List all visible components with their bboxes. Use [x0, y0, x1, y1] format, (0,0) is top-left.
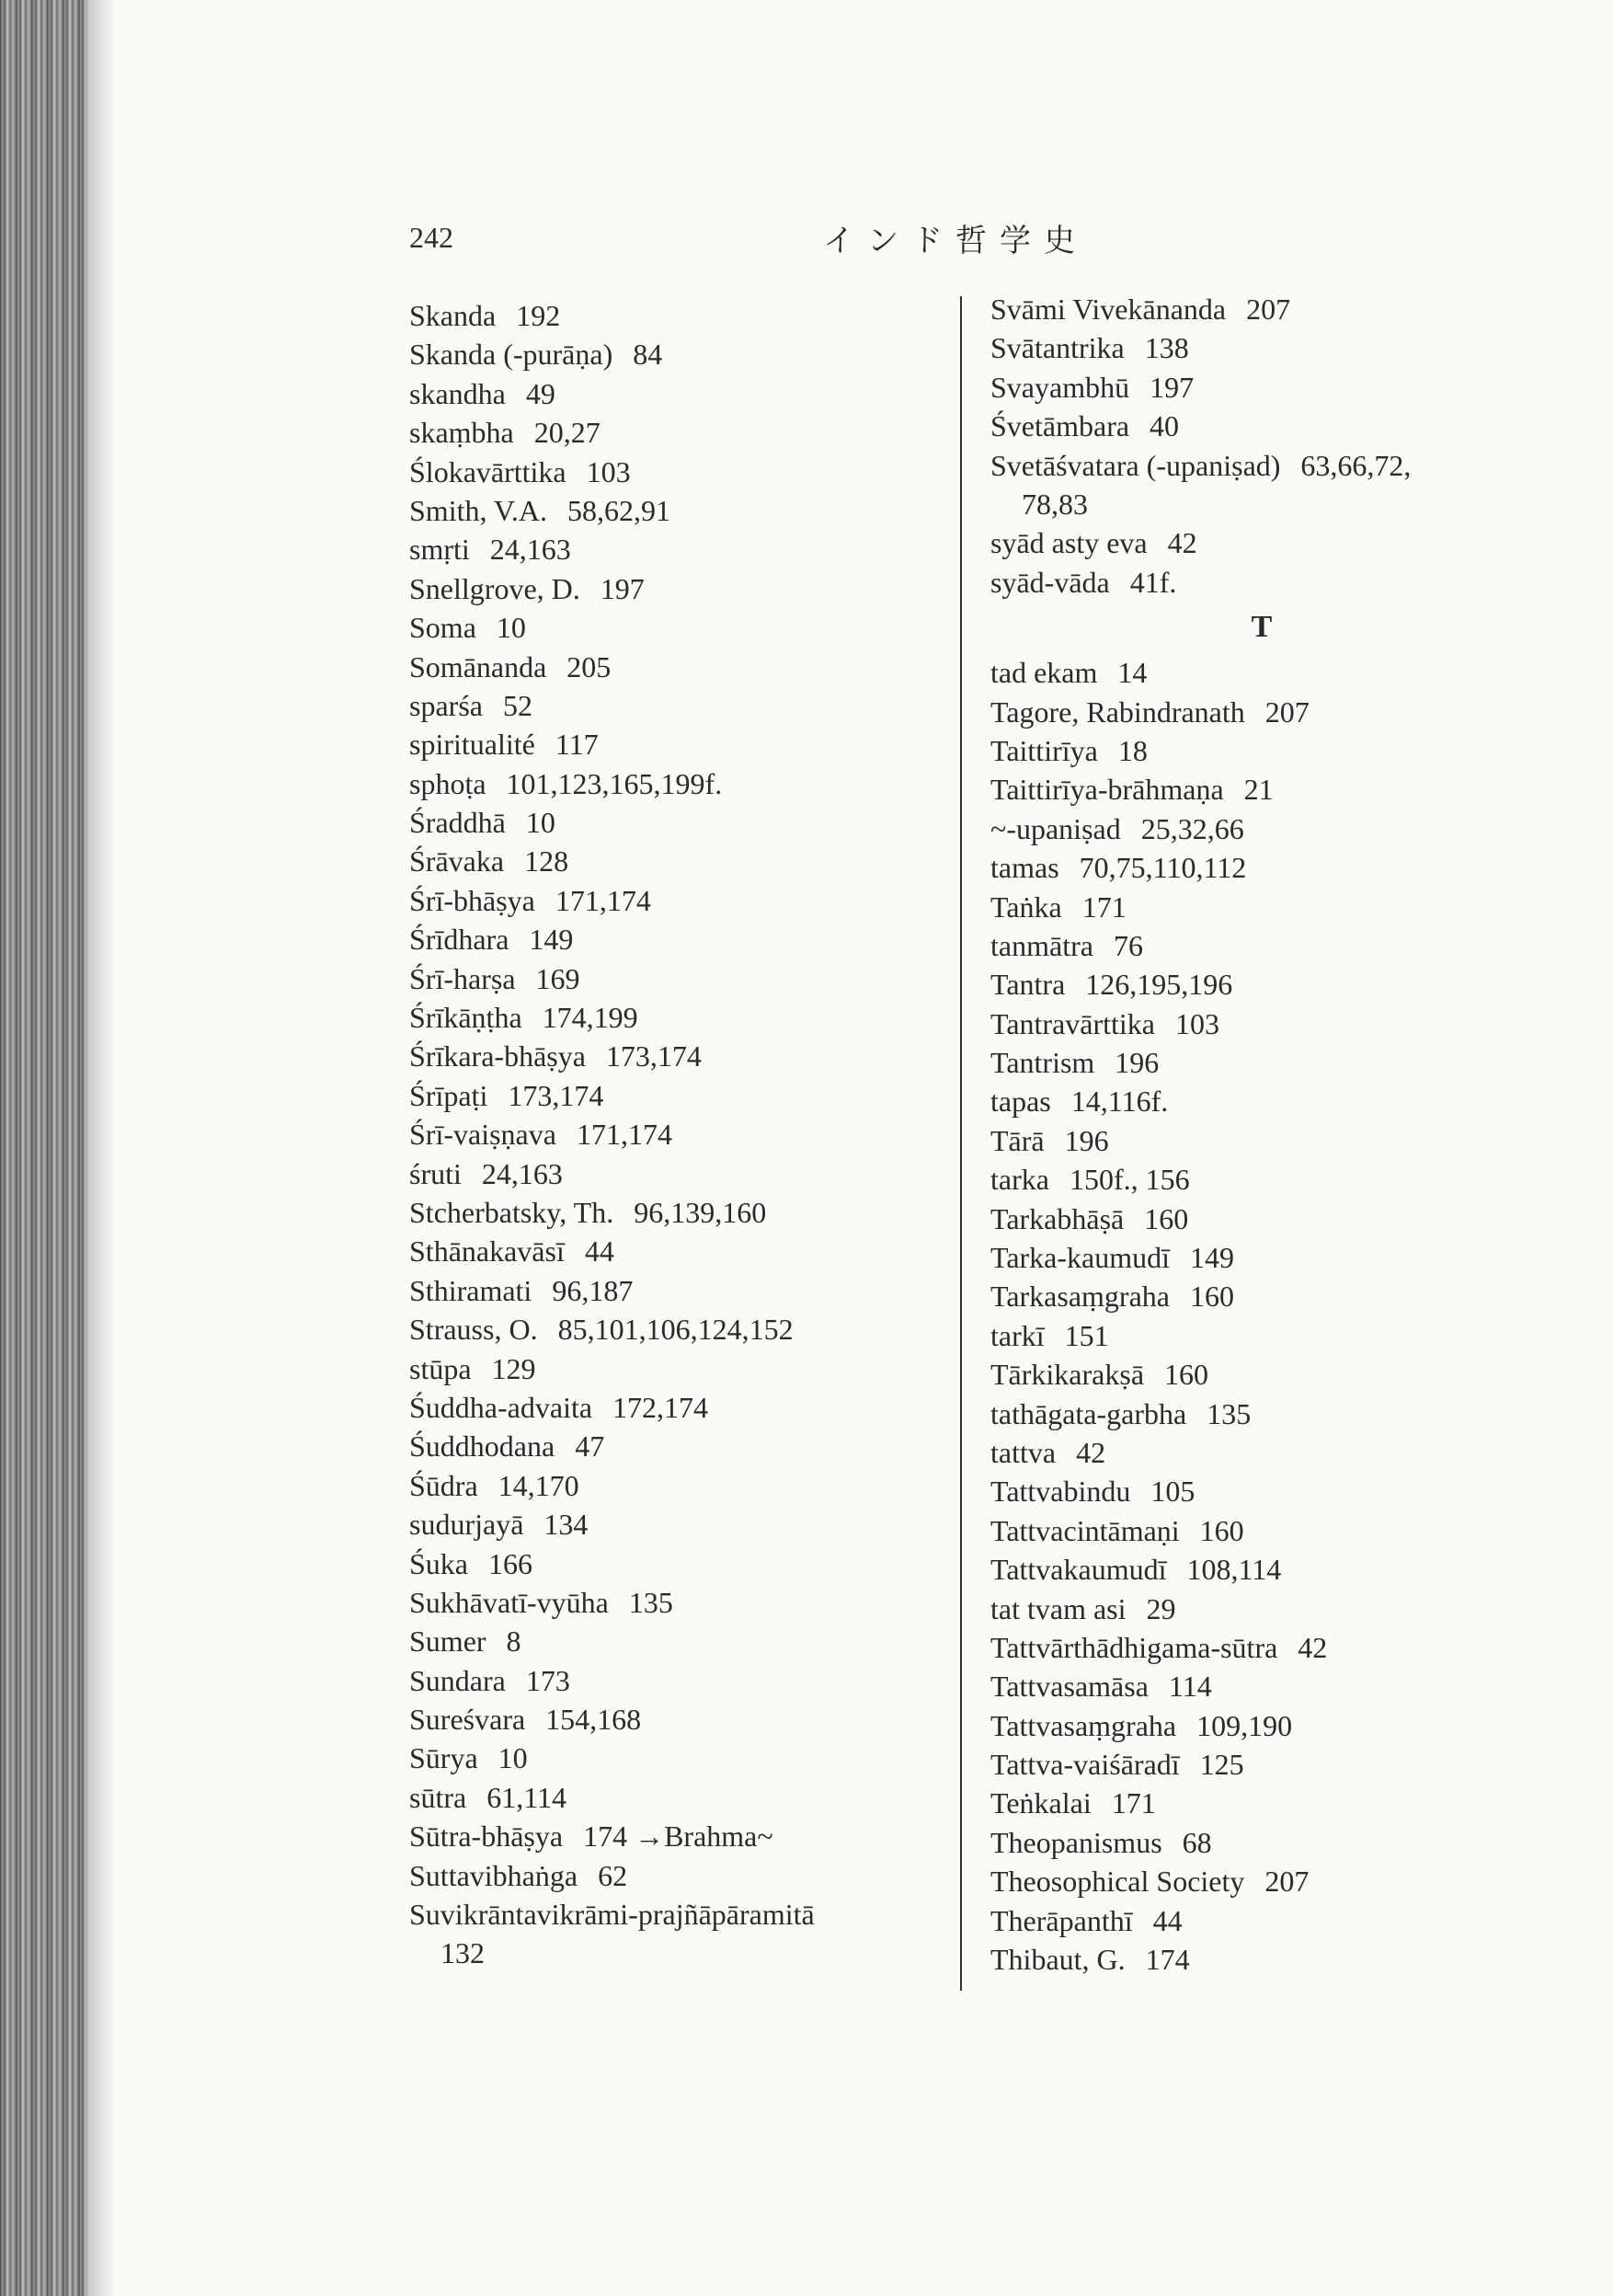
index-entry	[990, 368, 1533, 407]
index-entry	[409, 1505, 952, 1544]
index-entry	[990, 1316, 1533, 1355]
index-term: tamas	[990, 851, 1059, 885]
index-pages: 134	[543, 1508, 589, 1542]
index-pages: 171	[1111, 1786, 1156, 1820]
index-entry	[990, 770, 1533, 809]
index-entry	[990, 693, 1533, 731]
running-title: インド哲学史	[823, 223, 1088, 259]
index-entry	[990, 888, 1533, 926]
index-term: Strauss, O.	[409, 1313, 538, 1347]
index-entry	[409, 1349, 952, 1388]
index-pages: 96,187	[552, 1273, 634, 1307]
index-term: Śrāvaka	[409, 844, 505, 878]
index-pages: 197	[1150, 370, 1195, 404]
index-term: Śraddhā	[409, 806, 506, 840]
index-entry	[409, 959, 952, 998]
index-pages: 169	[535, 961, 580, 995]
index-term: Sukhāvatī-vyūha	[409, 1585, 609, 1619]
index-pages: 103	[1175, 1006, 1219, 1040]
index-pages: 14,116f.	[1070, 1085, 1169, 1119]
index-entry	[990, 1355, 1533, 1394]
index-term: Śrīpaṭi	[409, 1078, 488, 1112]
index-pages: 96,139,160	[634, 1195, 767, 1229]
index-term: Tattvakaumudī	[990, 1553, 1167, 1587]
index-pages: 20,27	[533, 416, 601, 450]
index-entry	[409, 1895, 952, 1973]
index-entry	[409, 1427, 952, 1465]
index-pages: 117	[555, 728, 599, 762]
index-entry	[990, 1433, 1533, 1472]
index-term: Tarkabhāṣā	[990, 1201, 1125, 1235]
index-term: Svetāśvatara (-upaniṣad)	[990, 448, 1281, 482]
index-entry	[990, 290, 1533, 328]
index-term: Snellgrove, D.	[409, 571, 580, 605]
index-pages: 25,32,66	[1140, 811, 1244, 845]
index-term: śruti	[409, 1156, 462, 1190]
index-term: Ślokavārttika	[409, 454, 566, 488]
index-term: Tattvasamāsa	[990, 1670, 1149, 1704]
index-pages: 173,174	[605, 1039, 702, 1073]
index-entry	[409, 413, 952, 452]
index-term: Tarka-kaumudī	[990, 1241, 1171, 1275]
index-entry	[990, 1745, 1533, 1784]
index-term: Sthānakavāsī	[409, 1234, 565, 1269]
index-entry	[409, 1622, 952, 1660]
index-entry	[990, 1901, 1533, 1940]
index-pages: 8	[506, 1624, 521, 1659]
index-term: tapas	[990, 1085, 1051, 1119]
index-pages: 173	[525, 1663, 570, 1697]
index-pages: 151	[1064, 1318, 1109, 1352]
index-term: Śrī-bhāṣya	[409, 883, 535, 917]
index-entry	[990, 407, 1533, 445]
index-entry	[990, 1667, 1533, 1705]
index-entry	[990, 926, 1533, 965]
index-term: tad ekam	[990, 656, 1098, 690]
index-term: Śvetāmbara	[990, 409, 1130, 443]
index-pages: 14	[1117, 656, 1148, 690]
index-entry	[409, 803, 952, 842]
index-term: stūpa	[409, 1351, 472, 1385]
index-entry	[990, 1200, 1533, 1238]
index-entry	[409, 1739, 952, 1777]
index-entry	[990, 1784, 1533, 1822]
index-term: Sumer	[409, 1624, 486, 1659]
index-entry	[409, 881, 952, 920]
index-pages: 58,62,91	[566, 493, 670, 527]
index-term: Taṅka	[990, 890, 1062, 924]
index-entry	[409, 1700, 952, 1739]
index-pages: 84	[633, 338, 663, 372]
index-entry	[990, 1395, 1533, 1433]
index-pages: 196	[1115, 1046, 1160, 1080]
index-pages: 160	[1164, 1358, 1209, 1392]
index-term: Tārkikarakṣā	[990, 1358, 1145, 1392]
index-entry	[409, 1310, 952, 1349]
index-term: Sthiramati	[409, 1273, 532, 1307]
index-entry	[409, 1856, 952, 1895]
index-term: Taittirīya	[990, 733, 1098, 767]
index-term: Taittirīya-brāhmaṇa	[990, 773, 1224, 807]
index-pages: 10	[496, 611, 526, 645]
index-entry	[409, 764, 952, 803]
index-pages: 174	[1145, 1943, 1190, 1977]
index-entry	[409, 1076, 952, 1115]
index-term: Śūdra	[409, 1468, 478, 1502]
index-pages: 171	[1081, 890, 1127, 924]
index-entry	[409, 1466, 952, 1505]
index-pages: 154,168	[545, 1703, 642, 1737]
index-entry	[409, 335, 952, 373]
spine-fade	[87, 0, 115, 2296]
index-entry	[990, 1004, 1533, 1043]
index-entry	[990, 1706, 1533, 1745]
index-pages: 47	[575, 1429, 605, 1464]
index-entry	[409, 1037, 952, 1075]
index-entry	[409, 1583, 952, 1622]
index-entry	[990, 1862, 1533, 1900]
section-letter-heading: T	[1251, 610, 1273, 645]
index-term: sphoṭa	[409, 766, 486, 800]
book-spine-shadow	[0, 0, 87, 2296]
index-pages: 174,199	[542, 1001, 638, 1035]
page-number: 242	[409, 221, 453, 254]
index-pages: 196	[1064, 1123, 1109, 1157]
index-pages: 192	[516, 299, 561, 332]
index-pages: 24,163	[489, 533, 571, 567]
index-pages: 76	[1113, 928, 1143, 962]
index-term: Śrī-vaiṣṇava	[409, 1118, 556, 1152]
index-entry	[990, 1121, 1533, 1160]
index-pages: 85,101,106,124,152	[557, 1313, 794, 1347]
index-pages: 42	[1076, 1435, 1106, 1469]
index-entry	[409, 491, 952, 530]
index-pages-continued: 78,83	[1022, 487, 1088, 521]
index-entry	[409, 1232, 952, 1270]
index-pages: 42	[1167, 526, 1197, 560]
index-entry	[990, 809, 1533, 848]
index-term: Teṅkalai	[990, 1786, 1092, 1820]
index-entry	[409, 1544, 952, 1583]
index-term: Tattvasaṃgraha	[990, 1708, 1177, 1742]
index-term: Tantravārttika	[990, 1006, 1155, 1040]
index-term: Smith, V.A.	[409, 493, 547, 527]
index-term: tarka	[990, 1163, 1049, 1197]
index-pages: 29	[1146, 1591, 1176, 1625]
index-pages: 160	[1144, 1201, 1189, 1235]
index-entry	[990, 523, 1533, 562]
index-term: Tantra	[990, 968, 1066, 1002]
index-pages: 126,195,196	[1085, 968, 1233, 1002]
index-pages: 18	[1117, 733, 1148, 767]
index-entry	[409, 569, 952, 608]
index-pages: 149	[1190, 1241, 1235, 1275]
index-entry	[990, 446, 1533, 524]
index-pages: 14,170	[498, 1468, 579, 1502]
index-pages: 173,174	[508, 1078, 604, 1112]
index-entry	[990, 731, 1533, 770]
index-term: tanmātra	[990, 928, 1093, 962]
index-term: Śuka	[409, 1546, 468, 1580]
index-entry	[409, 920, 952, 959]
index-entry	[409, 1154, 952, 1193]
index-pages: 149	[529, 923, 574, 957]
index-term: Skanda	[409, 299, 497, 332]
index-term: skandha	[409, 376, 506, 410]
index-term: spiritualité	[409, 728, 535, 762]
index-term: Śrī-harṣa	[409, 961, 516, 995]
index-pages: 207	[1264, 695, 1310, 729]
index-pages: 150f., 156	[1069, 1163, 1190, 1197]
index-pages: 105	[1150, 1475, 1195, 1509]
index-pages: 205	[566, 649, 612, 683]
index-term: tathāgata-garbha	[990, 1396, 1187, 1430]
index-term: tat tvam asi	[990, 1591, 1127, 1625]
index-pages: 207	[1264, 1865, 1310, 1899]
index-entry	[990, 1043, 1533, 1082]
index-term: Suttavibhaṅga	[409, 1858, 578, 1892]
index-term: Sureśvara	[409, 1703, 526, 1737]
index-term: Sūtra-bhāṣya	[409, 1820, 564, 1854]
index-term: skaṃbha	[409, 416, 514, 450]
index-term: Tārā	[990, 1123, 1045, 1157]
index-term: ~-upaniṣad	[990, 811, 1121, 845]
index-term: Tagore, Rabindranath	[990, 695, 1245, 729]
index-pages: 40	[1150, 409, 1180, 443]
index-entry	[990, 965, 1533, 1004]
index-term: sudurjayā	[409, 1508, 524, 1542]
index-term: Śrīdhara	[409, 923, 509, 957]
index-pages: 42	[1298, 1630, 1328, 1664]
index-entry	[409, 1193, 952, 1232]
index-term: Somānanda	[409, 649, 547, 683]
index-entry	[409, 842, 952, 880]
index-pages: 62	[598, 1858, 628, 1892]
index-pages: 128	[524, 844, 569, 878]
index-entry	[990, 848, 1533, 887]
index-term: syād-vāda	[990, 565, 1110, 599]
index-pages: 166	[488, 1546, 532, 1580]
index-entry	[409, 608, 952, 647]
index-term: Tattvacintāmaṇi	[990, 1513, 1180, 1547]
index-pages: 174 →Brahma~	[583, 1820, 773, 1854]
index-pages: 160	[1199, 1513, 1244, 1547]
index-entry	[409, 1778, 952, 1817]
index-term: Svātantrika	[990, 331, 1125, 365]
index-term: Tattvabindu	[990, 1475, 1131, 1509]
index-column-right	[990, 290, 1533, 1979]
index-pages: 63,66,72,	[1300, 448, 1412, 482]
index-term: Tantrism	[990, 1046, 1095, 1080]
index-term: Sundara	[409, 1663, 506, 1697]
index-pages: 135	[628, 1585, 673, 1619]
index-group-s-continued	[990, 290, 1533, 602]
index-pages: 125	[1199, 1748, 1244, 1782]
index-pages: 172,174	[612, 1390, 709, 1424]
index-entry	[990, 653, 1533, 692]
index-entry	[990, 1511, 1533, 1550]
index-entry	[409, 374, 952, 413]
index-term: Soma	[409, 611, 476, 645]
index-pages: 10	[498, 1741, 528, 1775]
index-entry	[409, 648, 952, 686]
index-entry	[990, 1082, 1533, 1120]
index-entry	[990, 328, 1533, 367]
index-entry	[990, 1823, 1533, 1862]
index-entry	[990, 1628, 1533, 1667]
index-term: Svāmi Vivekānanda	[990, 293, 1227, 326]
index-pages: 129	[491, 1351, 536, 1385]
index-entry	[409, 1661, 952, 1700]
index-entry	[409, 1115, 952, 1154]
index-term: tarkī	[990, 1318, 1045, 1352]
index-group-t	[990, 653, 1533, 1979]
index-entry	[990, 563, 1533, 602]
index-pages: 44	[1152, 1903, 1183, 1937]
index-entry	[409, 725, 952, 763]
index-entry	[990, 1590, 1533, 1628]
index-term: Skanda (-purāṇa)	[409, 338, 613, 372]
index-pages: 49	[525, 376, 555, 410]
index-pages: 68	[1182, 1825, 1212, 1859]
index-pages: 114	[1168, 1670, 1212, 1704]
index-entry	[990, 1160, 1533, 1199]
index-pages: 197	[600, 571, 645, 605]
index-column-left	[409, 296, 952, 1973]
index-term: Tattvārthādhigama-sūtra	[990, 1630, 1278, 1664]
index-term: Theopanismus	[990, 1825, 1162, 1859]
index-term: smṛti	[409, 533, 470, 567]
index-term: Tattva-vaiśāradī	[990, 1748, 1180, 1782]
index-entry	[990, 1550, 1533, 1589]
index-pages: 70,75,110,112	[1079, 851, 1247, 885]
index-pages: 61,114	[486, 1780, 567, 1814]
index-entry	[409, 453, 952, 491]
index-term: sparśa	[409, 688, 483, 722]
index-pages-continued: 132	[440, 1936, 485, 1970]
index-term: Suvikrāntavikrāmi-prajñāpāramitā	[409, 1898, 815, 1932]
index-term: sūtra	[409, 1780, 467, 1814]
index-pages: 10	[525, 806, 555, 840]
index-term: Śrīkāṇṭha	[409, 1001, 522, 1035]
index-entry	[990, 1277, 1533, 1315]
index-term: Svayambhū	[990, 370, 1130, 404]
index-pages: 135	[1207, 1396, 1252, 1430]
index-pages: 138	[1144, 331, 1189, 365]
index-pages: 41f.	[1129, 565, 1177, 599]
index-term: Therāpanthī	[990, 1903, 1133, 1937]
index-pages: 52	[502, 688, 532, 722]
index-pages: 103	[586, 454, 631, 488]
index-term: tattva	[990, 1435, 1057, 1469]
index-entry	[409, 998, 952, 1037]
index-entry	[409, 1388, 952, 1427]
index-entry	[409, 296, 952, 335]
index-pages: 171,174	[576, 1118, 672, 1152]
index-pages: 108,114	[1186, 1553, 1282, 1587]
index-term: Śuddhodana	[409, 1429, 555, 1464]
index-term: Thibaut, G.	[990, 1943, 1126, 1977]
index-entry	[409, 1271, 952, 1310]
index-pages: 21	[1243, 773, 1274, 807]
index-pages: 44	[584, 1234, 614, 1269]
index-pages: 171,174	[555, 883, 651, 917]
index-term: Stcherbatsky, Th.	[409, 1195, 614, 1229]
index-pages: 24,163	[481, 1156, 563, 1190]
index-term: Theosophical Society	[990, 1865, 1245, 1899]
index-entry	[409, 686, 952, 725]
index-pages: 207	[1246, 293, 1291, 326]
index-term: Sūrya	[409, 1741, 478, 1775]
index-entry	[990, 1940, 1533, 1979]
index-pages: 109,190	[1196, 1708, 1293, 1742]
index-term: Tarkasaṃgraha	[990, 1280, 1170, 1314]
index-term: Śuddha-advaita	[409, 1390, 593, 1424]
index-entry	[409, 530, 952, 568]
index-entry	[409, 1817, 952, 1855]
index-pages: 160	[1189, 1280, 1234, 1314]
index-term: syād asty eva	[990, 526, 1148, 560]
index-entry	[990, 1472, 1533, 1510]
column-divider	[960, 296, 962, 1991]
index-term: Śrīkara-bhāṣya	[409, 1039, 586, 1073]
index-entry	[990, 1238, 1533, 1277]
index-pages: 101,123,165,199f.	[506, 766, 723, 800]
